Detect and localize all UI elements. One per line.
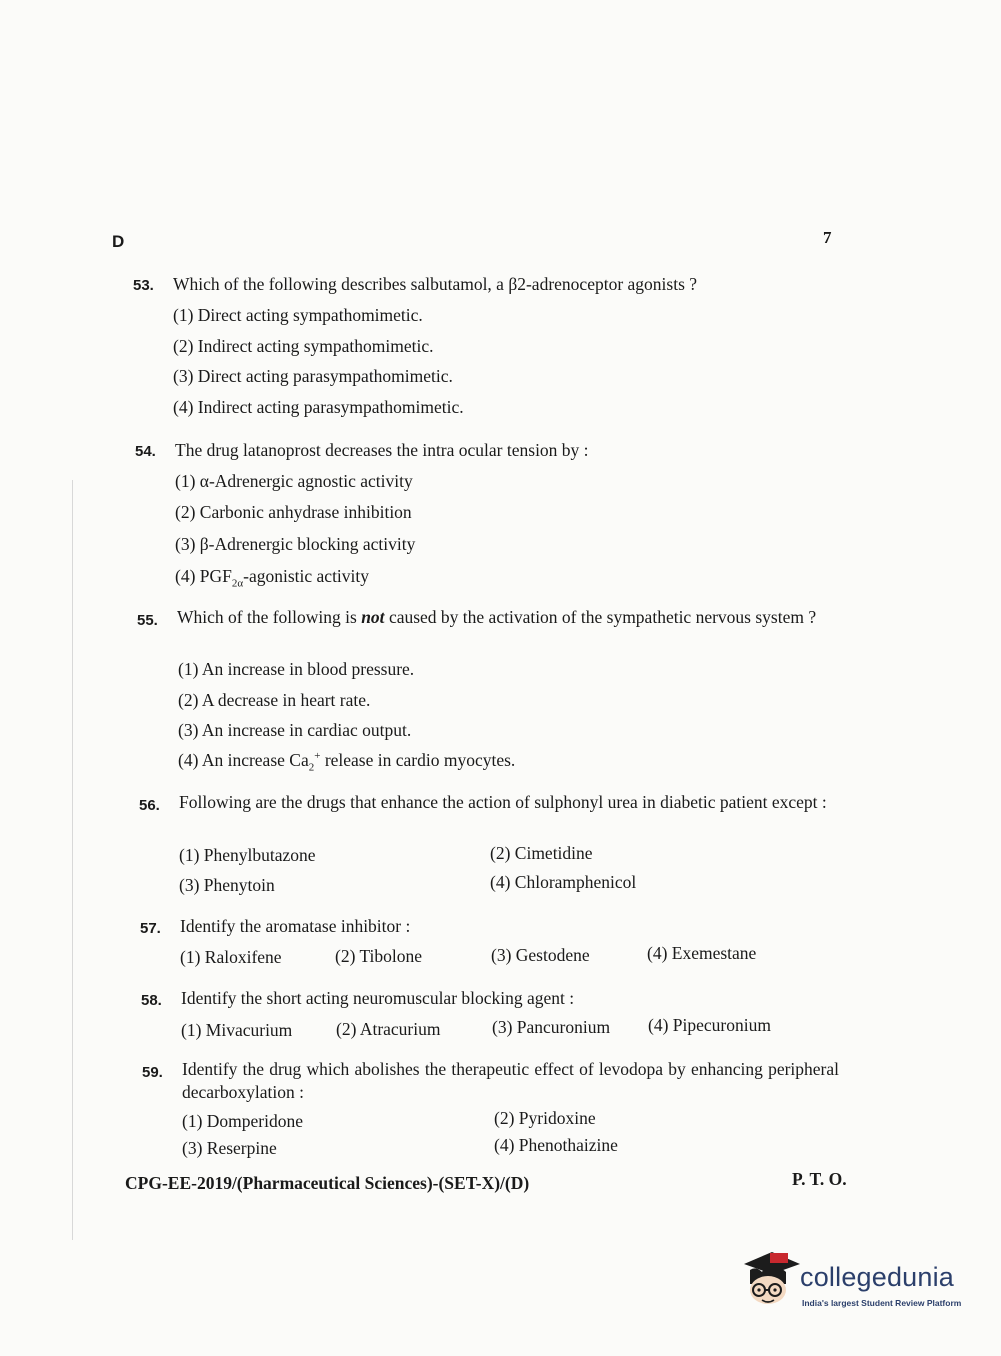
option-3: (3) Pancuronium: [492, 1017, 611, 1037]
option-3: (3) β-Adrenergic blocking activity: [175, 534, 416, 554]
page-number: 7: [823, 228, 832, 247]
collegedunia-watermark: [742, 1248, 972, 1318]
brand-tagline: India's largest Student Review Platform: [802, 1298, 962, 1308]
option-2: (2) Cimetidine: [490, 843, 593, 863]
option-4: (4) Chloramphenicol: [490, 872, 637, 892]
option-1: (1) Direct acting sympathomimetic.: [173, 305, 423, 325]
question-number: 55.: [137, 612, 158, 629]
option-2: (2) Indirect acting sympathomimetic.: [173, 336, 434, 356]
option-2: (2) Atracurium: [336, 1019, 441, 1039]
option-1: (1) Mivacurium: [181, 1020, 293, 1040]
option-1: (1) Phenylbutazone: [179, 845, 316, 865]
option-1: (1) Raloxifene: [180, 947, 282, 967]
question-text: Following are the drugs that enhance the action of sulphonyl urea in diabetic patient except :: [179, 792, 827, 812]
option-2: (2) Carbonic anhydrase inhibition: [175, 502, 412, 522]
question-text: Identify the drug which abolishes the therapeutic effect of levodopa by enhancing peripheral decarboxylation :: [182, 1059, 839, 1102]
question-number: 53.: [133, 277, 154, 294]
option-4: (4) Indirect acting parasympathomimetic.: [173, 397, 464, 417]
question-text: Which of the following is not caused by the activation of the sympathetic nervous system ?: [177, 607, 817, 627]
option-4: (4) An increase $Ca_2^+$ release in cardio myocytes.: [178, 750, 516, 774]
question-text: Which of the following describes salbutamol, a β2-adrenoceptor agonists ?: [173, 274, 698, 294]
question-text: Identify the aromatase inhibitor :: [180, 916, 411, 936]
option-3: (3) Direct acting parasympathomimetic.: [173, 366, 453, 386]
question-text: The drug latanoprost decreases the intra ocular tension by :: [175, 440, 589, 460]
question-number: 57.: [140, 920, 161, 937]
pto-label: P. T. O.: [792, 1169, 847, 1189]
option-2: (2) Pyridoxine: [494, 1108, 596, 1128]
page-edge-line: [72, 480, 73, 1240]
option-1: (1) α-Adrenergic agnostic activity: [175, 471, 413, 491]
question-text: Identify the short acting neuromuscular blocking agent :: [181, 988, 575, 1008]
paper-code: CPG-EE-2019/(Pharmaceutical Sciences)-(SET-X)/(D): [125, 1173, 530, 1193]
option-3: (3) Gestodene: [491, 945, 590, 965]
option-3: (3) Reserpine: [182, 1138, 277, 1158]
option-1: (1) An increase in blood pressure.: [178, 659, 415, 679]
option-4: (4) Phenothaizine: [494, 1135, 618, 1155]
option-2: (2) A decrease in heart rate.: [178, 690, 371, 710]
graduate-mascot-icon: [742, 1250, 800, 1312]
option-1: (1) Domperidone: [182, 1111, 304, 1131]
brand-name: collegedunia: [800, 1262, 955, 1292]
option-2: (2) Tibolone: [335, 946, 423, 966]
option-4: (4) $PGF_{2\alpha}$-agonistic activity: [175, 566, 370, 590]
question-number: 56.: [139, 797, 160, 814]
question-number: 58.: [141, 992, 162, 1009]
question-number: 59.: [142, 1064, 163, 1081]
option-4: (4) Exemestane: [647, 943, 757, 963]
option-4: (4) Pipecuronium: [648, 1015, 771, 1035]
option-3: (3) An increase in cardiac output.: [178, 720, 412, 740]
question-number: 54.: [135, 443, 156, 460]
option-3: (3) Phenytoin: [179, 875, 275, 895]
set-letter: D: [112, 232, 125, 251]
